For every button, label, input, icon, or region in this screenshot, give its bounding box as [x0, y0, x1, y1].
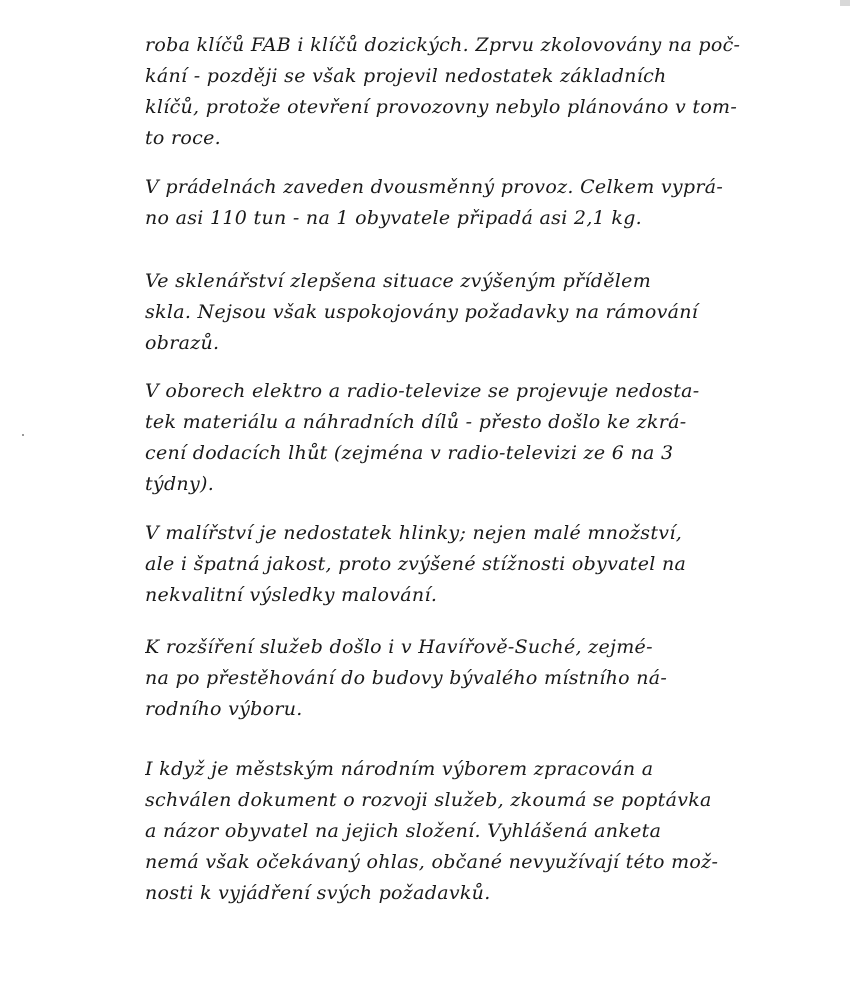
text-line: nemá však očekávaný ohlas, občané nevyužívají této mož-	[145, 851, 719, 873]
text-line: tek materiálu a náhradních dílů - přesto došlo ke zkrá-	[145, 411, 687, 433]
paragraph-havirov	[145, 632, 785, 725]
paragraph-glazier	[145, 266, 785, 359]
text-line: V prádelnách zaveden dvousměnný provoz. Celkem vyprá-	[145, 176, 724, 198]
text-line: týdny).	[145, 473, 215, 495]
text-line: kání - později se však projevil nedostatek základních	[145, 65, 667, 87]
text-line: to roce.	[145, 127, 221, 149]
text-line: V oborech elektro a radio-televize se projevuje nedosta-	[145, 380, 700, 402]
text-line: na po přestěhování do budovy bývalého místního ná-	[145, 667, 668, 689]
text-line: no asi 110 tun - na 1 obyvatele připadá asi 2,1 kg.	[145, 207, 642, 229]
text-line: cení dodacích lhůt (zejména v radio-televizi ze 6 na 3	[145, 442, 674, 464]
text-line: obrazů.	[145, 332, 220, 354]
paragraph-survey	[145, 754, 785, 909]
text-line: schválen dokument o rozvoji služeb, zkoumá se poptávka	[145, 789, 712, 811]
text-line: klíčů, protože otevření provozovny nebylo plánováno v tom-	[145, 96, 738, 118]
text-line: nekvalitní výsledky malování.	[145, 584, 438, 606]
text-line: V malířství je nedostatek hlinky; nejen malé množství,	[145, 522, 683, 544]
text-line: skla. Nejsou však uspokojovány požadavky na rámování	[145, 301, 699, 323]
paragraph-laundry	[145, 172, 785, 234]
text-line: I když je městským národním výborem zpracován a	[145, 758, 654, 780]
text-line: Ve sklenářství zlepšena situace zvýšeným přídělem	[145, 270, 652, 292]
text-line: ale i špatná jakost, proto zvýšené stížnosti obyvatel na	[145, 553, 687, 575]
text-line: a názor obyvatel na jejich složení. Vyhlášená anketa	[145, 820, 662, 842]
paragraph-keys	[145, 30, 785, 154]
paragraph-electro	[145, 376, 785, 500]
scan-speck	[22, 434, 24, 436]
paragraph-painting	[145, 518, 785, 611]
scan-edge-mark	[840, 0, 850, 6]
text-line: K rozšíření služeb došlo i v Havířově-Suché, zejmé-	[145, 636, 653, 658]
text-line: nosti k vyjádření svých požadavků.	[145, 882, 491, 904]
text-line: rodního výboru.	[145, 698, 303, 720]
text-line: roba klíčů FAB i klíčů dozických. Zprvu zkolovovány na poč-	[145, 34, 741, 56]
